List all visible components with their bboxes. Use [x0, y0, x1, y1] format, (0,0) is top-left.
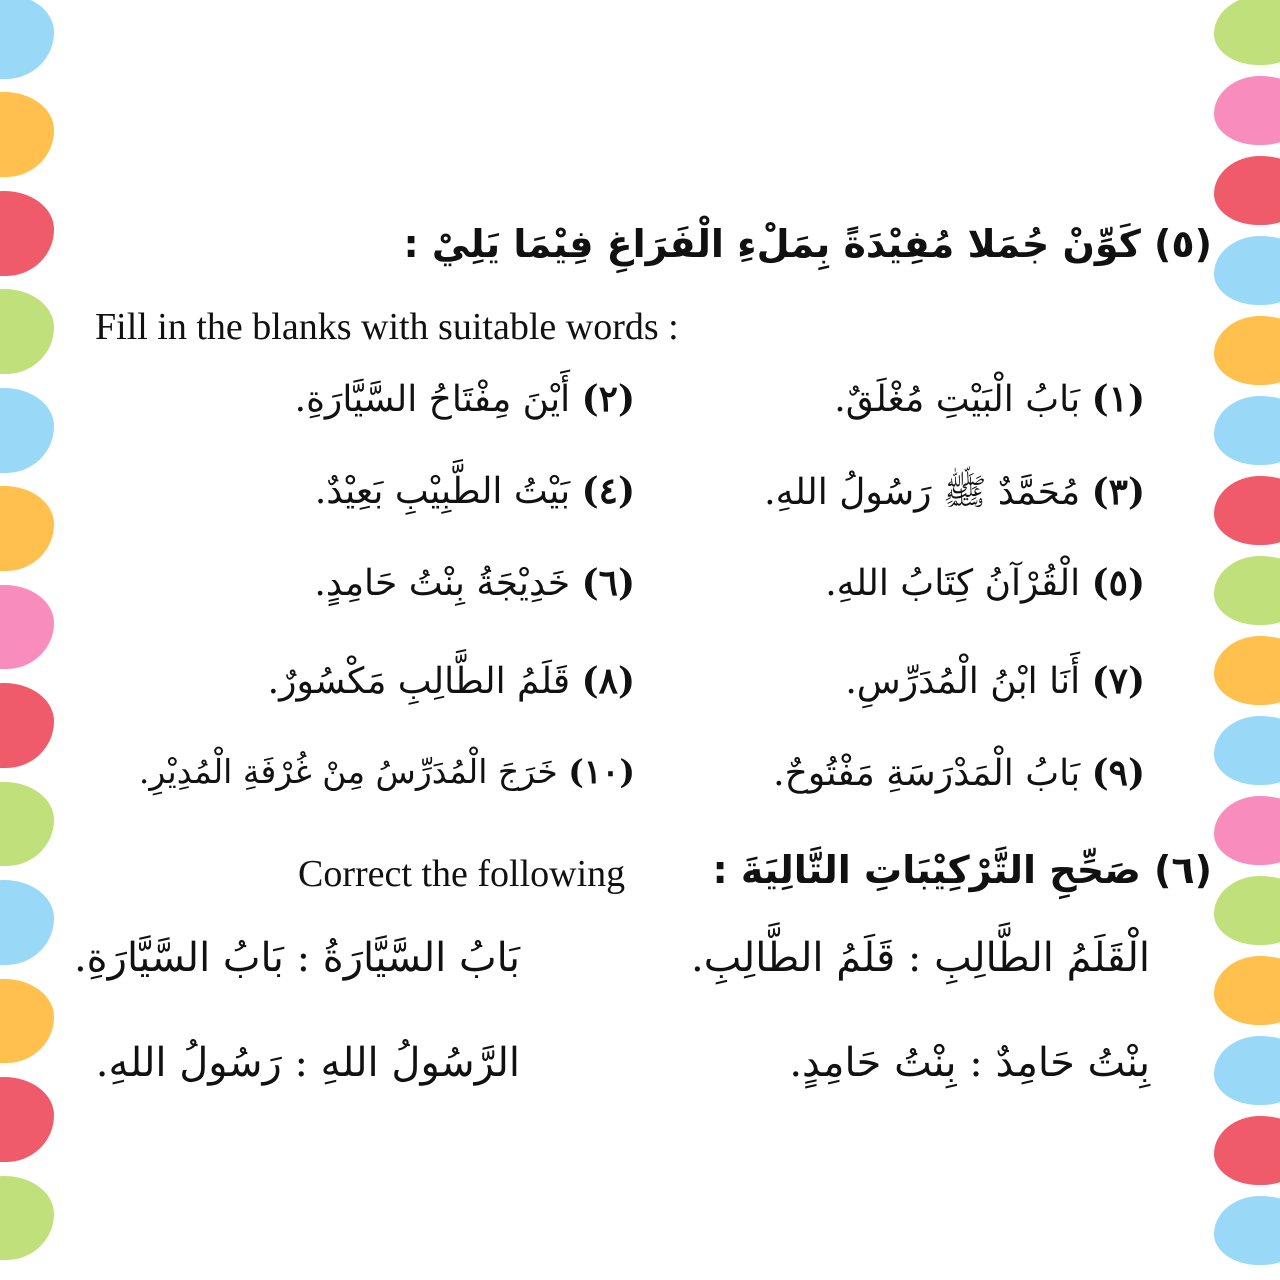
exercise5-title: كَوِّنْ جُمَلا مُفِيْدَةً بِمَلْءِ الْفَرَاغِ فِيْمَا يَلِيْ :	[403, 222, 1141, 266]
decorative-dot	[1214, 76, 1280, 145]
decorative-dot	[1214, 796, 1280, 865]
exercise6-heading	[713, 848, 1213, 892]
item-number: (١)	[1091, 378, 1145, 420]
left-decorative-dots	[0, 0, 70, 1280]
exercise5-item-7	[845, 660, 1145, 702]
decorative-dot	[1214, 396, 1280, 465]
decorative-dot	[0, 388, 54, 473]
decorative-dot	[1214, 556, 1280, 625]
decorative-dot	[1214, 876, 1280, 945]
exercise6-number: (٦)	[1154, 848, 1212, 892]
item-text: بَابُ الْبَيْتِ مُغْلَقٌ.	[834, 379, 1081, 420]
exercise6-item-1: الْقَلَمُ الطَّالِبِ : قَلَمُ الطَّالِبِ.	[691, 935, 1150, 981]
item-text: خَرَجَ الْمُدَرِّسُ مِنْ غُرْفَةِ الْمُدِيْرِ.	[138, 752, 558, 791]
right-decorative-dots	[1210, 0, 1280, 1280]
exercise5-number: (٥)	[1154, 222, 1212, 266]
exercise5-item-9	[773, 752, 1145, 794]
decorative-dot	[1214, 0, 1280, 65]
decorative-dot	[1214, 1036, 1280, 1105]
item-text: أَيْنَ مِفْتَاحُ السَّيَّارَةِ.	[294, 379, 571, 420]
exercise6-title: صَحِّحِ التَّرْكِيْبَاتِ التَّالِيَةَ :	[712, 848, 1141, 892]
item-text: الْقُرْآنُ كِتَابُ اللهِ.	[825, 563, 1081, 604]
decorative-dot	[0, 92, 54, 177]
decorative-dot	[0, 0, 54, 79]
item-number: (٢)	[581, 378, 635, 420]
item-number: (٨)	[581, 660, 635, 702]
item-text: خَدِيْجَةُ بِنْتُ حَامِدٍ.	[314, 563, 571, 604]
exercise6-instruction: Correct the following	[298, 853, 626, 895]
exercise5-item-4	[315, 470, 635, 512]
decorative-dot	[0, 880, 54, 965]
exercise5-item-3	[764, 470, 1145, 522]
decorative-dot	[1214, 1196, 1280, 1265]
decorative-dot	[0, 1077, 54, 1162]
exercise5-item-2	[295, 378, 635, 420]
exercise6-item-2: بَابُ السَّيَّارَةُ : بَابُ السَّيَّارَةِ.	[73, 935, 520, 981]
exercise5-item-1	[834, 378, 1145, 420]
decorative-dot	[0, 486, 54, 571]
item-text: بَيْتُ الطَّبِيْبِ بَعِيْدٌ.	[314, 471, 571, 512]
decorative-dot	[0, 191, 54, 276]
item-number: (٣)	[1091, 471, 1145, 513]
decorative-dot	[0, 782, 54, 867]
exercise5-item-5	[825, 562, 1145, 604]
exercise5-item-10	[139, 752, 635, 791]
item-number: (٩)	[1091, 752, 1145, 794]
item-text: مُحَمَّدٌ ﷺ رَسُولُ اللهِ.	[764, 472, 1081, 513]
exercise6-item-4: الرَّسُولُ اللهِ : رَسُولُ اللهِ.	[95, 1040, 520, 1086]
decorative-dot	[1214, 476, 1280, 545]
decorative-dot	[0, 1176, 54, 1261]
exercise5-heading	[403, 222, 1212, 266]
decorative-dot	[1214, 1116, 1280, 1185]
item-number: (٦)	[581, 562, 635, 604]
decorative-dot	[1214, 156, 1280, 225]
decorative-dot	[1214, 316, 1280, 385]
item-number: (١٠)	[568, 752, 635, 791]
item-text: بَابُ الْمَدْرَسَةِ مَفْتُوحٌ.	[773, 753, 1081, 794]
decorative-dot	[0, 585, 54, 670]
exercise5-instruction: Fill in the blanks with suitable words :	[95, 306, 679, 348]
item-number: (٧)	[1091, 660, 1145, 702]
item-number: (٤)	[581, 470, 635, 512]
item-text: قَلَمُ الطَّالِبِ مَكْسُورٌ.	[267, 661, 571, 702]
exercise5-item-6	[314, 562, 635, 604]
item-number: (٥)	[1091, 562, 1145, 604]
decorative-dot	[1214, 716, 1280, 785]
decorative-dot	[0, 979, 54, 1064]
decorative-dot	[0, 683, 54, 768]
decorative-dot	[1214, 236, 1280, 305]
exercise5-item-8	[268, 660, 635, 702]
decorative-dot	[0, 289, 54, 374]
decorative-dot	[1214, 636, 1280, 705]
exercise6-item-3: بِنْتُ حَامِدٌ : بِنْتُ حَامِدٍ.	[789, 1040, 1150, 1086]
decorative-dot	[1214, 956, 1280, 1025]
item-text: أَنَا ابْنُ الْمُدَرِّسِ.	[845, 661, 1081, 702]
